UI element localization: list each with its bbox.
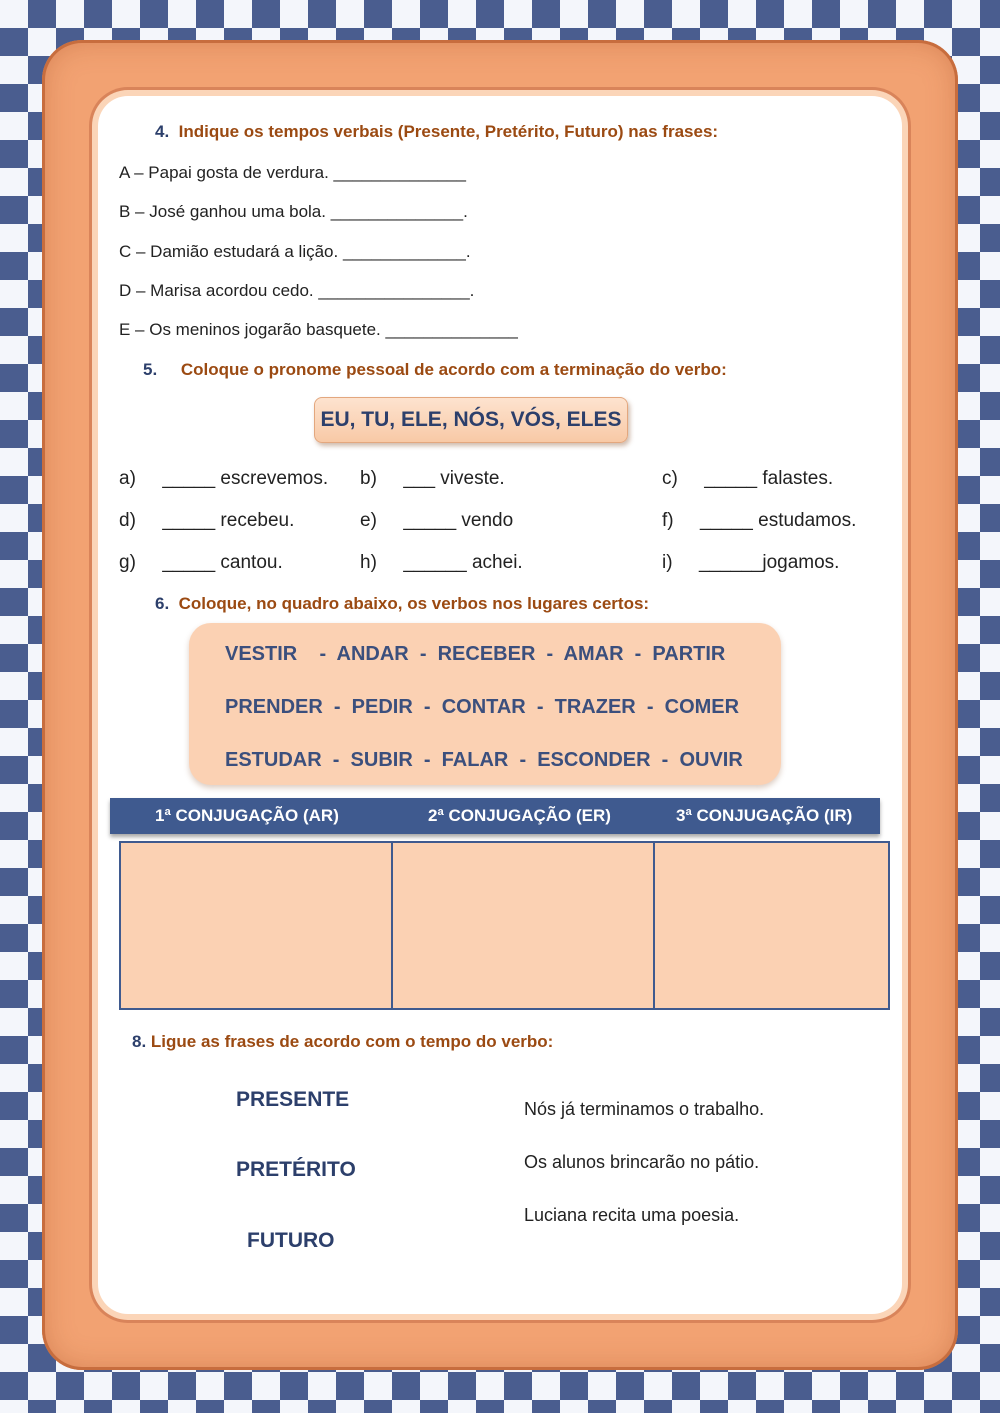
q4-line-d: D – Marisa acordou cedo. ________________. — [119, 281, 475, 300]
conj-cell-ar[interactable] — [121, 843, 393, 1008]
q5-item-text: _____ vendo — [403, 510, 514, 531]
q5-number: 5. — [143, 360, 158, 379]
q6-title: Coloque, no quadro abaixo, os verbos nos lugares certos: — [178, 594, 650, 613]
q5-item-f — [662, 510, 856, 532]
tense-preterito[interactable]: PRETÉRITO — [236, 1158, 356, 1181]
sentence-2[interactable]: Os alunos brincarão no pátio. — [524, 1152, 760, 1172]
q5-item-text: ______ achei. — [403, 552, 523, 573]
q5-item-d — [119, 510, 294, 532]
q5-heading — [143, 360, 727, 380]
sentence-1[interactable]: Nós já terminamos o trabalho. — [524, 1099, 765, 1119]
pronoun-box: EU, TU, ELE, NÓS, VÓS, ELES — [314, 397, 628, 443]
q5-title: Coloque o pronome pessoal de acordo com a terminação do verbo: — [180, 360, 727, 379]
q5-item-g — [119, 552, 283, 574]
q5-item-label: h) — [360, 552, 377, 573]
q5-item-b — [360, 468, 505, 490]
conjugation-header — [110, 798, 880, 834]
q4-number: 4. — [155, 122, 170, 141]
q5-item-label: f) — [662, 510, 674, 531]
verb-list-box — [189, 623, 781, 785]
conj-header-er: 2ª CONJUGAÇÃO (ER) — [428, 806, 611, 825]
q5-item-text: ______jogamos. — [698, 552, 840, 573]
q4-heading — [155, 122, 718, 142]
q4-line-c: C – Damião estudará a lição. _____________. — [119, 242, 471, 261]
q5-item-text: _____ escrevemos. — [162, 468, 329, 489]
q4-line-b: B – José ganhou uma bola. ______________. — [119, 202, 468, 221]
q5-item-text: _____ recebeu. — [162, 510, 295, 531]
verb-row-2: PRENDER - PEDIR - CONTAR - TRAZER - COMER — [225, 696, 740, 718]
q6-heading — [155, 594, 649, 614]
q5-item-text: _____ cantou. — [162, 552, 283, 573]
q5-item-label: a) — [119, 468, 136, 489]
q4-title: Indique os tempos verbais (Presente, Pretérito, Futuro) nas frases: — [178, 122, 719, 141]
q5-item-label: c) — [662, 468, 678, 489]
q4-line-e: E – Os meninos jogarão basquete. ______________ — [119, 320, 518, 339]
q5-item-text: _____ estudamos. — [700, 510, 857, 531]
verb-row-3: ESTUDAR - SUBIR - FALAR - ESCONDER - OUVIR — [225, 749, 743, 771]
q5-item-text: _____ falastes. — [704, 468, 834, 489]
q6-number: 6. — [155, 594, 170, 613]
q5-item-label: d) — [119, 510, 136, 531]
q5-item-a — [119, 468, 328, 490]
q8-heading — [132, 1032, 553, 1052]
q5-item-label: g) — [119, 552, 136, 573]
q5-item-c — [662, 468, 833, 490]
conjugation-table — [119, 841, 890, 1010]
sentence-3[interactable]: Luciana recita uma poesia. — [524, 1205, 740, 1225]
tense-futuro[interactable]: FUTURO — [247, 1229, 335, 1252]
verb-row-1: VESTIR - ANDAR - RECEBER - AMAR - PARTIR — [225, 643, 726, 665]
q5-item-label: i) — [662, 552, 673, 573]
q5-item-label: e) — [360, 510, 377, 531]
conj-header-ir: 3ª CONJUGAÇÃO (IR) — [676, 806, 853, 825]
conj-cell-er[interactable] — [393, 843, 655, 1008]
q8-number: 8. — [132, 1032, 147, 1051]
q5-item-label: b) — [360, 468, 377, 489]
q5-item-e — [360, 510, 513, 532]
conj-cell-ir[interactable] — [655, 843, 888, 1008]
tense-presente[interactable]: PRESENTE — [236, 1088, 350, 1111]
q5-item-h — [360, 552, 523, 574]
conj-header-ar: 1ª CONJUGAÇÃO (AR) — [155, 806, 339, 825]
q5-item-text: ___ viveste. — [403, 468, 505, 489]
q8-title: Ligue as frases de acordo com o tempo do verbo: — [150, 1032, 554, 1051]
q4-line-a: A – Papai gosta de verdura. ______________ — [119, 163, 466, 182]
q5-item-i — [662, 552, 839, 574]
